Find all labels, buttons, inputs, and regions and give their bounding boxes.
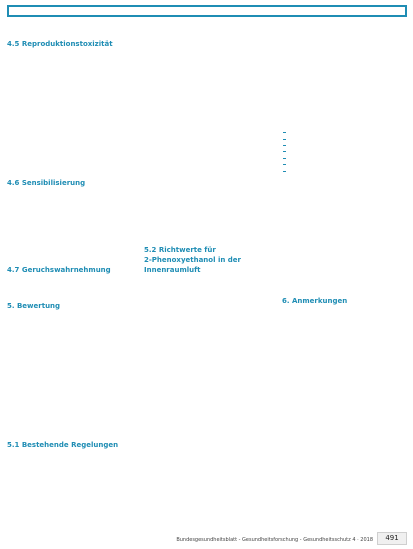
section-heading-6: 6. Anmerkungen — [282, 296, 348, 305]
bullet-item — [282, 168, 405, 174]
column-3-intro — [282, 40, 405, 130]
text-line — [282, 352, 405, 358]
header-bar — [7, 5, 407, 17]
section-heading-5-2-line-3: Innenraumluft — [144, 265, 201, 274]
section-heading-4-5: 4.5 Reproduktionstoxizität — [7, 40, 113, 48]
richtwert-bullet-list — [282, 130, 405, 175]
section-heading-5: 5. Bewertung — [7, 302, 61, 311]
section-body-5-1 — [7, 451, 130, 477]
section-body-5-2 — [144, 276, 267, 462]
column-2 — [144, 40, 267, 461]
page-number-box — [377, 532, 407, 545]
section-heading-5-2-line-2: 2-Phenoxyethanol in der — [144, 255, 241, 264]
text-line — [7, 470, 130, 476]
journal-citation: Bundesgesundheitsblatt - Gesundheitsforschung - Gesundheitsschutz 4 · 2018 — [176, 537, 373, 543]
header-inner — [9, 7, 405, 15]
page-number: 491 — [385, 534, 399, 542]
text-line — [144, 455, 267, 461]
section-heading-5-1: 5.1 Bestehende Regelungen — [7, 441, 119, 450]
section-heading-4-6: 4.6 Sensibilisierung — [7, 178, 86, 187]
section-body-4-7 — [7, 276, 130, 295]
section-body-4-6 — [7, 189, 130, 259]
section-heading-4-7: 4.7 Geruchswahrnehmung — [7, 266, 111, 275]
column-2-body — [144, 40, 267, 239]
column-3-body — [282, 175, 405, 290]
column-1 — [7, 40, 130, 477]
section-body-6 — [282, 307, 405, 358]
column-3 — [282, 40, 405, 358]
section-body-5 — [7, 312, 130, 434]
section-body-4-5 — [7, 50, 130, 172]
page-footer — [0, 533, 413, 545]
section-heading-5-2: 5.2 Richtwerte für — [144, 245, 216, 254]
